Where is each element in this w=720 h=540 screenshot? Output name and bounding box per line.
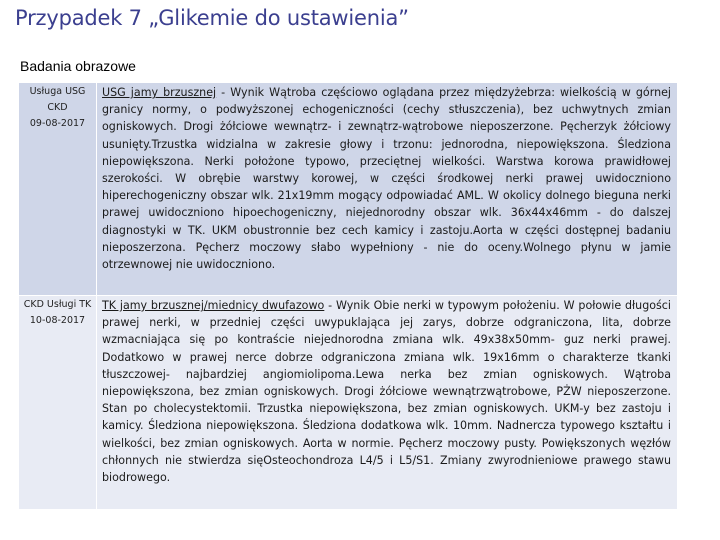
exam-result bbox=[97, 83, 677, 273]
exam-unit: CKD bbox=[47, 102, 68, 113]
table-row bbox=[19, 296, 677, 510]
exam-meta-cell bbox=[19, 296, 97, 510]
exam-heading: USG jamy brzusznej bbox=[102, 86, 217, 99]
exam-type: Usługa USG bbox=[29, 86, 86, 97]
table-row bbox=[19, 83, 677, 296]
exam-meta-cell bbox=[19, 83, 97, 296]
exam-date: 10-08-2017 bbox=[29, 315, 86, 326]
exam-text: - Wynik Obie nerki w typowym położeniu. W połowie długości prawej nerki, w przedniej części uwypuklająca jej zarys, dobrze odgraniczona, lita, dobrze wzmacniająca się po kontraście niejednorodna zmiana wlk. 49x38x50mm- guz nerki prawej. Dodatkowo w prawej nerce dobrze odgraniczona zmiana wlk. 19x16mm o charakterze tkanki tłuszczowej- najbardziej angiomiolipoma.Lewa nerka bez zmian ogniskowych. Wątroba niepowiększona, bez zmian ogniskowych. Drogi żółciowe wewnątrzwątrobowe, PŻW nieposzerzone. Stan po cholecystektomii. Trzustka niepowiększona, bez zmian ogniskowych. UKM-y bez zastoju i kamicy. Śledziona niepowiększona. Śledziona dodatkowa wlk. 10mm. Nadnercza typowego kształtu i wielkości, bez zmian ogniskowych. Aorta w normie. Pęcherz moczowy pusty. Powiększonych węzłów chłonnych nie stwierdza sięOsteochondroza L4/5 i L5/S1. Zmiany zwyrodnieniowe prawego stawu biodrowego. bbox=[102, 299, 671, 485]
exam-date: 09-08-2017 bbox=[29, 118, 86, 129]
exam-result-cell bbox=[97, 83, 678, 296]
section-label: Badania obrazowe bbox=[20, 58, 136, 74]
exam-result-cell bbox=[97, 296, 678, 510]
slide-title: Przypadek 7 „Glikemie do ustawienia” bbox=[15, 6, 409, 30]
exam-table bbox=[19, 83, 677, 509]
exam-type: CKD Usługi TK bbox=[23, 299, 92, 310]
exam-heading: TK jamy brzusznej/miednicy dwufazowo bbox=[102, 299, 325, 312]
exam-text: - Wynik Wątroba częściowo oglądana przez międzyżebrza: wielkością w górnej granicy normy, o podwyższonej echogeniczności (cechy stłuszczenia), bez uchwytnych zmian ogniskowych. Drogi żółciowe wewnątrz- i zewnątrz-wątrobowe nieposzerzone. Pęcherzyk żółciowy usunięty.Trzustka widzialna w zakresie głowy i trzonu: jednorodna, niepowiększona. Śledziona niepowiększona. Nerki położone typowo, przeciętnej wielkości. Warstwa korowa prawidłowej szerokości. W obrębie warstwy korowej, w części środkowej nerki prawej uwidoczniono hiperechogeniczny obszar wlk. 21x19mm mogący odpowiadać AML. W okolicy dolnego bieguna nerki prawej uwidoczniono hipoechogeniczny, niejednorodny obszar wlk. 36x44x46mm - do dalszej diagnostyki w TK. UKM obustronnie bez cech kamicy i zastoju.Aorta w części dostępnej badaniu nieposzerzona. Pęcherz moczowy słabo wypełniony - nie do oceny.Wolnego płynu w jamie otrzewnowej nie uwidoczniono. bbox=[102, 86, 672, 272]
exam-result bbox=[97, 296, 677, 486]
